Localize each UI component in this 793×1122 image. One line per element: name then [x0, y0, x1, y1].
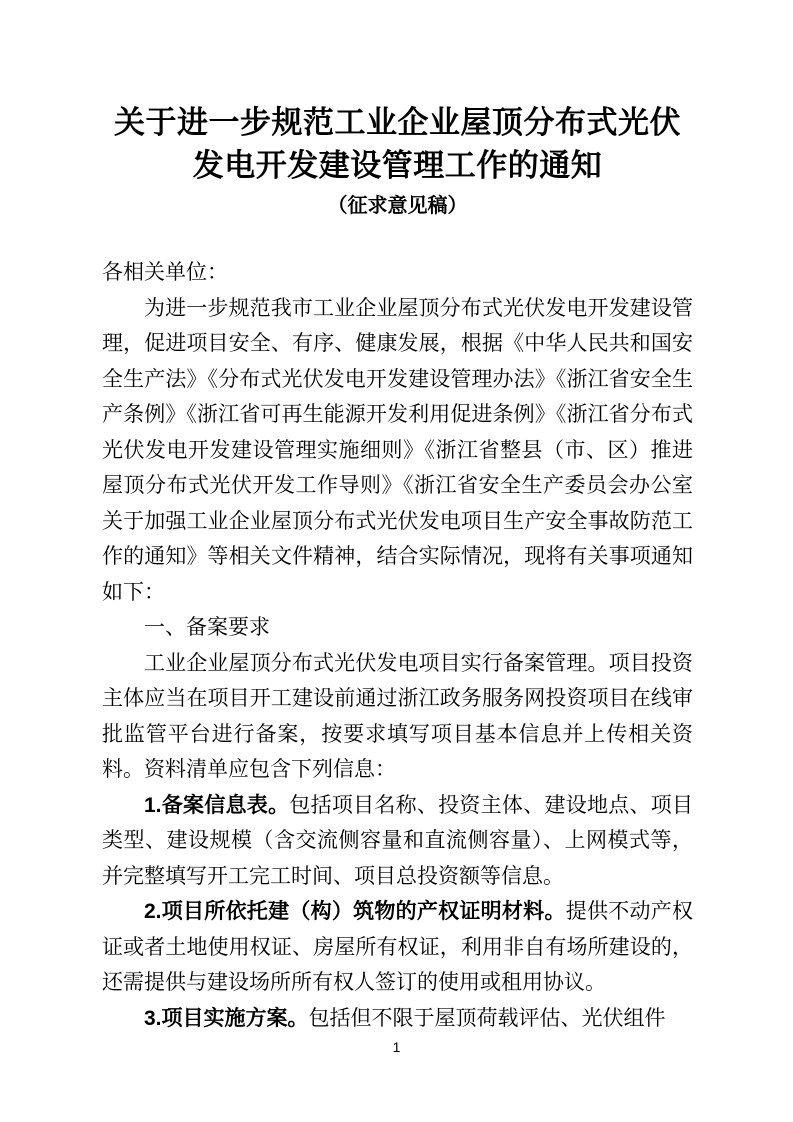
section1-intro-paragraph: 工业企业屋顶分布式光伏发电项目实行备案管理。项目投资主体应当在项目开工建设前通过浙江政务服务网投资项目在线审批监管平台进行备案，按要求填写项目基本信息并上传相关资料。资料清单应包含下列信息： — [102, 651, 693, 781]
list-item-1 — [102, 788, 693, 895]
list-item-2 — [102, 894, 693, 1001]
page-number: 1 — [392, 1039, 401, 1055]
document-subtitle: （征求意见稿） — [327, 195, 468, 217]
document-text — [102, 255, 693, 1036]
list-item-3 — [102, 1001, 693, 1037]
list-item-1-label: 1.备案信息表。 — [144, 793, 290, 817]
document-body — [102, 101, 693, 1036]
intro-paragraph: 为进一步规范我市工业企业屋顶分布式光伏发电开发建设管理，促进项目安全、有序、健康发展，根据《中华人民共和国安全生产法》《分布式光伏发电开发建设管理办法》《浙江省安全生产条例》《浙江省可再生能源开发利用促进条例》《浙江省分布式光伏发电开发建设管理实施细则》《浙江省整县（市、区）推进屋顶分布式光伏开发工作导则》《浙江省安全生产委员会办公室关于加强工业企业屋顶分布式光伏发电项目生产安全事故防范工作的通知》等相关文件精神，结合实际情况，现将有关事项通知如下： — [102, 296, 693, 604]
list-item-3-label: 3.项目实施方案。 — [144, 1006, 309, 1030]
document-title-line2: 发电开发建设管理工作的通知 — [192, 148, 603, 183]
list-item-2-text: 提供不动产权证或者土地使用权证、房屋所有权证，利用非自有场所建设的，还需提供与建设场所所有权人签订的使用或租用协议。 — [102, 900, 693, 994]
list-item-2-label: 2.项目所依托建（构）筑物的产权证明材料。 — [144, 900, 566, 923]
document-title — [102, 101, 693, 187]
salutation: 各相关单位： — [102, 261, 228, 284]
list-item-3-text: 包括但不限于屋顶荷载评估、光伏组件 — [308, 1006, 666, 1030]
list-item-1-text: 包括项目名称、投资主体、建设地点、项目类型、建设规模（含交流侧容量和直流侧容量）、上网模式等，并完整填写开工完工时间、项目总投资额等信息。 — [102, 793, 694, 888]
document-title-line1: 关于进一步规范工业企业屋顶分布式光伏 — [114, 105, 681, 140]
section1-heading: 一、备案要求 — [144, 616, 270, 639]
